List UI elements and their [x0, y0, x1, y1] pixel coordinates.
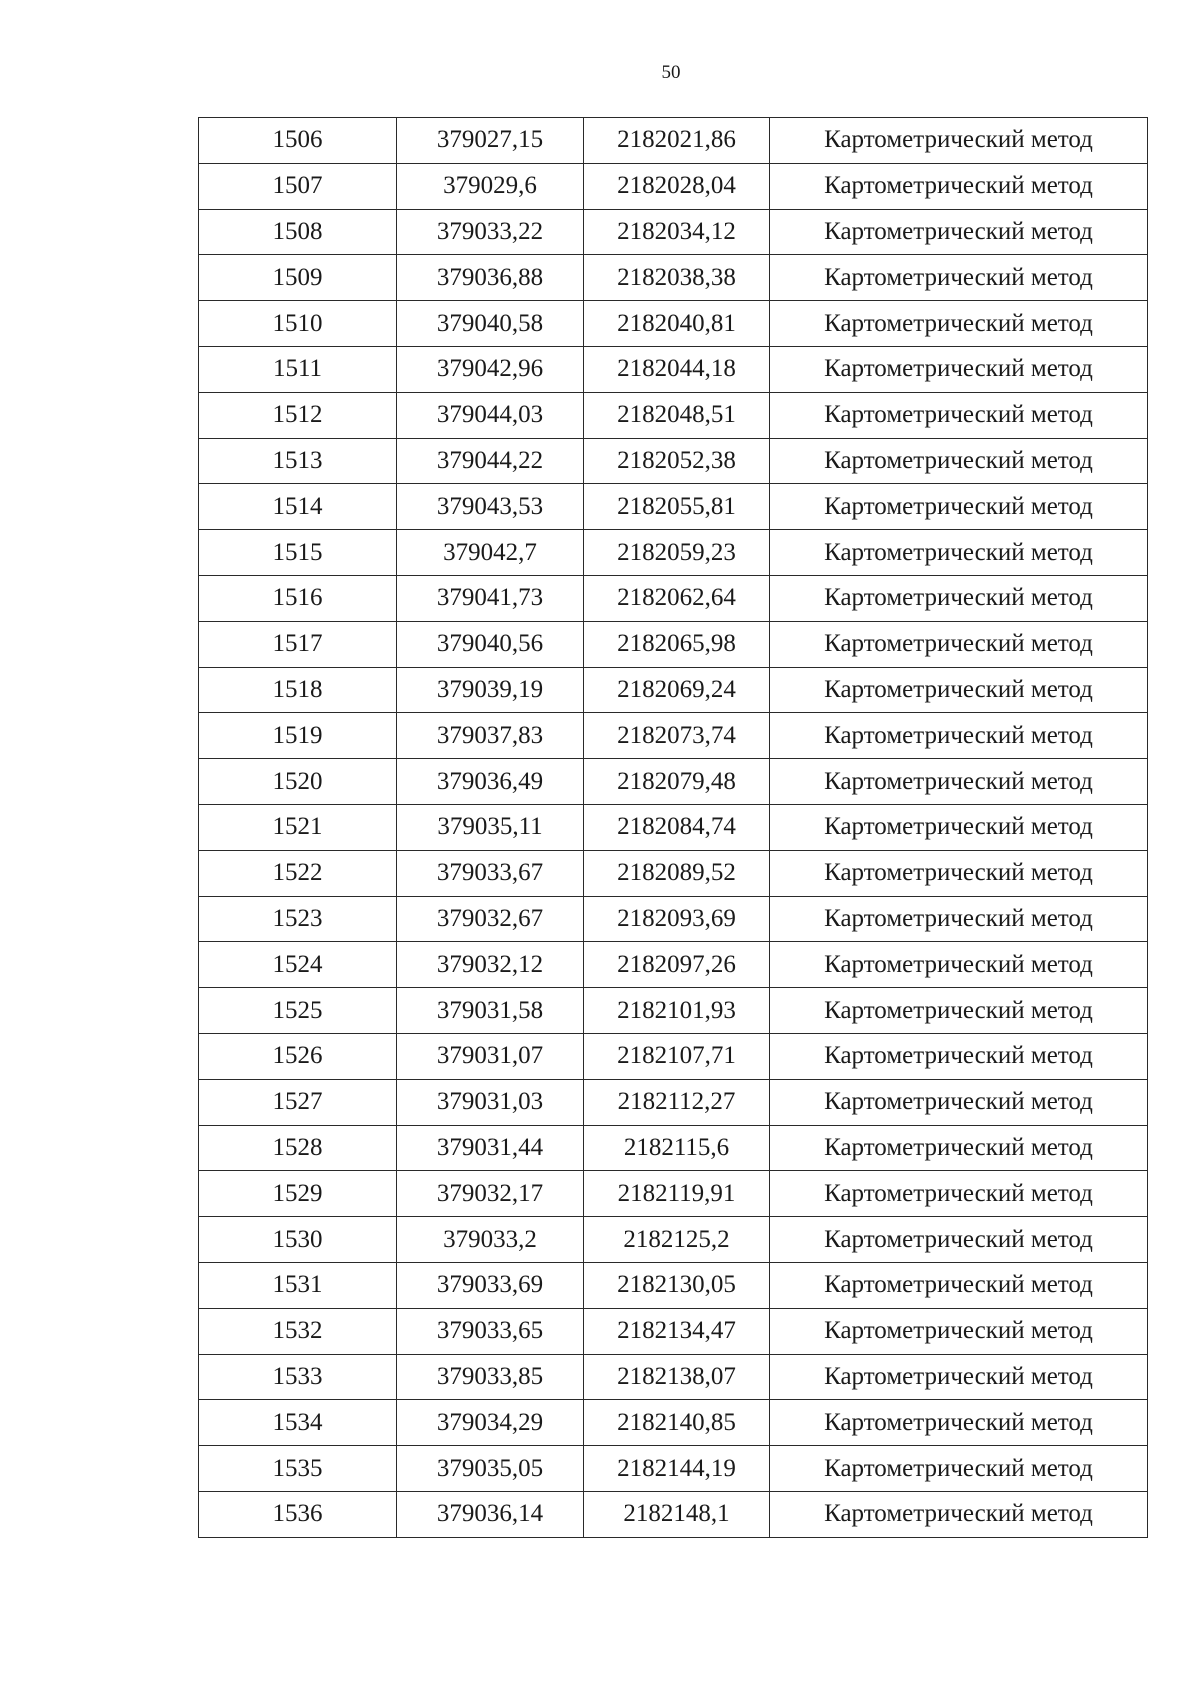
y-coordinate-cell: 2182034,12 [584, 209, 770, 255]
point-number-cell: 1510 [199, 301, 397, 347]
method-cell: Картометрический метод [770, 438, 1148, 484]
y-coordinate-cell: 2182028,04 [584, 163, 770, 209]
table-row [199, 484, 1148, 530]
point-number-cell: 1521 [199, 804, 397, 850]
method-cell: Картометрический метод [770, 392, 1148, 438]
table-row [199, 301, 1148, 347]
coordinates-table-body [199, 118, 1148, 1538]
method-cell: Картометрический метод [770, 988, 1148, 1034]
method-cell: Картометрический метод [770, 1079, 1148, 1125]
method-cell: Картометрический метод [770, 1262, 1148, 1308]
y-coordinate-cell: 2182115,6 [584, 1125, 770, 1171]
method-cell: Картометрический метод [770, 575, 1148, 621]
x-coordinate-cell: 379036,49 [397, 759, 584, 805]
x-coordinate-cell: 379035,11 [397, 804, 584, 850]
table-row [199, 1354, 1148, 1400]
point-number-cell: 1527 [199, 1079, 397, 1125]
method-cell: Картометрический метод [770, 163, 1148, 209]
table-row [199, 392, 1148, 438]
y-coordinate-cell: 2182140,85 [584, 1400, 770, 1446]
y-coordinate-cell: 2182125,2 [584, 1217, 770, 1263]
x-coordinate-cell: 379042,7 [397, 530, 584, 576]
point-number-cell: 1515 [199, 530, 397, 576]
y-coordinate-cell: 2182093,69 [584, 896, 770, 942]
y-coordinate-cell: 2182052,38 [584, 438, 770, 484]
point-number-cell: 1517 [199, 621, 397, 667]
point-number-cell: 1513 [199, 438, 397, 484]
point-number-cell: 1522 [199, 850, 397, 896]
point-number-cell: 1509 [199, 255, 397, 301]
point-number-cell: 1508 [199, 209, 397, 255]
point-number-cell: 1507 [199, 163, 397, 209]
table-row [199, 759, 1148, 805]
x-coordinate-cell: 379037,83 [397, 713, 584, 759]
point-number-cell: 1528 [199, 1125, 397, 1171]
y-coordinate-cell: 2182065,98 [584, 621, 770, 667]
table-row [199, 1446, 1148, 1492]
x-coordinate-cell: 379036,88 [397, 255, 584, 301]
point-number-cell: 1523 [199, 896, 397, 942]
point-number-cell: 1526 [199, 1033, 397, 1079]
y-coordinate-cell: 2182084,74 [584, 804, 770, 850]
x-coordinate-cell: 379035,05 [397, 1446, 584, 1492]
y-coordinate-cell: 2182101,93 [584, 988, 770, 1034]
method-cell: Картометрический метод [770, 621, 1148, 667]
method-cell: Картометрический метод [770, 1491, 1148, 1537]
method-cell: Картометрический метод [770, 255, 1148, 301]
method-cell: Картометрический метод [770, 1217, 1148, 1263]
method-cell: Картометрический метод [770, 667, 1148, 713]
table-row [199, 1400, 1148, 1446]
x-coordinate-cell: 379031,03 [397, 1079, 584, 1125]
table-row [199, 667, 1148, 713]
point-number-cell: 1520 [199, 759, 397, 805]
point-number-cell: 1524 [199, 942, 397, 988]
table-row [199, 118, 1148, 164]
y-coordinate-cell: 2182089,52 [584, 850, 770, 896]
table-row [199, 1217, 1148, 1263]
table-row [199, 1491, 1148, 1537]
method-cell: Картометрический метод [770, 713, 1148, 759]
table-row [199, 896, 1148, 942]
x-coordinate-cell: 379039,19 [397, 667, 584, 713]
y-coordinate-cell: 2182134,47 [584, 1308, 770, 1354]
table-row [199, 163, 1148, 209]
method-cell: Картометрический метод [770, 530, 1148, 576]
point-number-cell: 1511 [199, 346, 397, 392]
point-number-cell: 1512 [199, 392, 397, 438]
point-number-cell: 1535 [199, 1446, 397, 1492]
table-row [199, 621, 1148, 667]
table-row [199, 1262, 1148, 1308]
y-coordinate-cell: 2182055,81 [584, 484, 770, 530]
method-cell: Картометрический метод [770, 1308, 1148, 1354]
y-coordinate-cell: 2182073,74 [584, 713, 770, 759]
x-coordinate-cell: 379041,73 [397, 575, 584, 621]
method-cell: Картометрический метод [770, 209, 1148, 255]
coordinates-table [198, 117, 1148, 1538]
x-coordinate-cell: 379044,03 [397, 392, 584, 438]
table-row [199, 575, 1148, 621]
table-row [199, 988, 1148, 1034]
point-number-cell: 1514 [199, 484, 397, 530]
method-cell: Картометрический метод [770, 1446, 1148, 1492]
x-coordinate-cell: 379033,2 [397, 1217, 584, 1263]
x-coordinate-cell: 379029,6 [397, 163, 584, 209]
method-cell: Картометрический метод [770, 804, 1148, 850]
point-number-cell: 1529 [199, 1171, 397, 1217]
x-coordinate-cell: 379031,07 [397, 1033, 584, 1079]
point-number-cell: 1534 [199, 1400, 397, 1446]
y-coordinate-cell: 2182062,64 [584, 575, 770, 621]
table-row [199, 346, 1148, 392]
y-coordinate-cell: 2182048,51 [584, 392, 770, 438]
y-coordinate-cell: 2182079,48 [584, 759, 770, 805]
x-coordinate-cell: 379033,65 [397, 1308, 584, 1354]
y-coordinate-cell: 2182148,1 [584, 1491, 770, 1537]
method-cell: Картометрический метод [770, 942, 1148, 988]
point-number-cell: 1533 [199, 1354, 397, 1400]
table-row [199, 1033, 1148, 1079]
y-coordinate-cell: 2182112,27 [584, 1079, 770, 1125]
x-coordinate-cell: 379033,67 [397, 850, 584, 896]
table-row [199, 942, 1148, 988]
y-coordinate-cell: 2182069,24 [584, 667, 770, 713]
method-cell: Картометрический метод [770, 484, 1148, 530]
x-coordinate-cell: 379033,85 [397, 1354, 584, 1400]
x-coordinate-cell: 379033,22 [397, 209, 584, 255]
x-coordinate-cell: 379036,14 [397, 1491, 584, 1537]
method-cell: Картометрический метод [770, 1400, 1148, 1446]
x-coordinate-cell: 379032,12 [397, 942, 584, 988]
y-coordinate-cell: 2182097,26 [584, 942, 770, 988]
y-coordinate-cell: 2182059,23 [584, 530, 770, 576]
method-cell: Картометрический метод [770, 118, 1148, 164]
x-coordinate-cell: 379032,67 [397, 896, 584, 942]
y-coordinate-cell: 2182130,05 [584, 1262, 770, 1308]
method-cell: Картометрический метод [770, 1125, 1148, 1171]
method-cell: Картометрический метод [770, 1033, 1148, 1079]
y-coordinate-cell: 2182038,38 [584, 255, 770, 301]
x-coordinate-cell: 379043,53 [397, 484, 584, 530]
table-row [199, 209, 1148, 255]
table-row [199, 713, 1148, 759]
x-coordinate-cell: 379040,58 [397, 301, 584, 347]
method-cell: Картометрический метод [770, 896, 1148, 942]
x-coordinate-cell: 379042,96 [397, 346, 584, 392]
point-number-cell: 1506 [199, 118, 397, 164]
x-coordinate-cell: 379031,44 [397, 1125, 584, 1171]
y-coordinate-cell: 2182021,86 [584, 118, 770, 164]
table-row [199, 530, 1148, 576]
point-number-cell: 1518 [199, 667, 397, 713]
y-coordinate-cell: 2182138,07 [584, 1354, 770, 1400]
table-row [199, 850, 1148, 896]
page-number: 50 [661, 62, 681, 83]
y-coordinate-cell: 2182119,91 [584, 1171, 770, 1217]
method-cell: Картометрический метод [770, 759, 1148, 805]
x-coordinate-cell: 379031,58 [397, 988, 584, 1034]
x-coordinate-cell: 379032,17 [397, 1171, 584, 1217]
y-coordinate-cell: 2182107,71 [584, 1033, 770, 1079]
method-cell: Картометрический метод [770, 1171, 1148, 1217]
method-cell: Картометрический метод [770, 301, 1148, 347]
table-row [199, 1308, 1148, 1354]
y-coordinate-cell: 2182040,81 [584, 301, 770, 347]
x-coordinate-cell: 379034,29 [397, 1400, 584, 1446]
method-cell: Картометрический метод [770, 850, 1148, 896]
method-cell: Картометрический метод [770, 1354, 1148, 1400]
point-number-cell: 1530 [199, 1217, 397, 1263]
x-coordinate-cell: 379040,56 [397, 621, 584, 667]
table-row [199, 1125, 1148, 1171]
y-coordinate-cell: 2182044,18 [584, 346, 770, 392]
method-cell: Картометрический метод [770, 346, 1148, 392]
x-coordinate-cell: 379044,22 [397, 438, 584, 484]
point-number-cell: 1531 [199, 1262, 397, 1308]
y-coordinate-cell: 2182144,19 [584, 1446, 770, 1492]
point-number-cell: 1516 [199, 575, 397, 621]
x-coordinate-cell: 379033,69 [397, 1262, 584, 1308]
table-row [199, 1171, 1148, 1217]
table-row [199, 438, 1148, 484]
point-number-cell: 1536 [199, 1491, 397, 1537]
table-row [199, 255, 1148, 301]
table-row [199, 804, 1148, 850]
x-coordinate-cell: 379027,15 [397, 118, 584, 164]
point-number-cell: 1532 [199, 1308, 397, 1354]
point-number-cell: 1519 [199, 713, 397, 759]
table-row [199, 1079, 1148, 1125]
point-number-cell: 1525 [199, 988, 397, 1034]
